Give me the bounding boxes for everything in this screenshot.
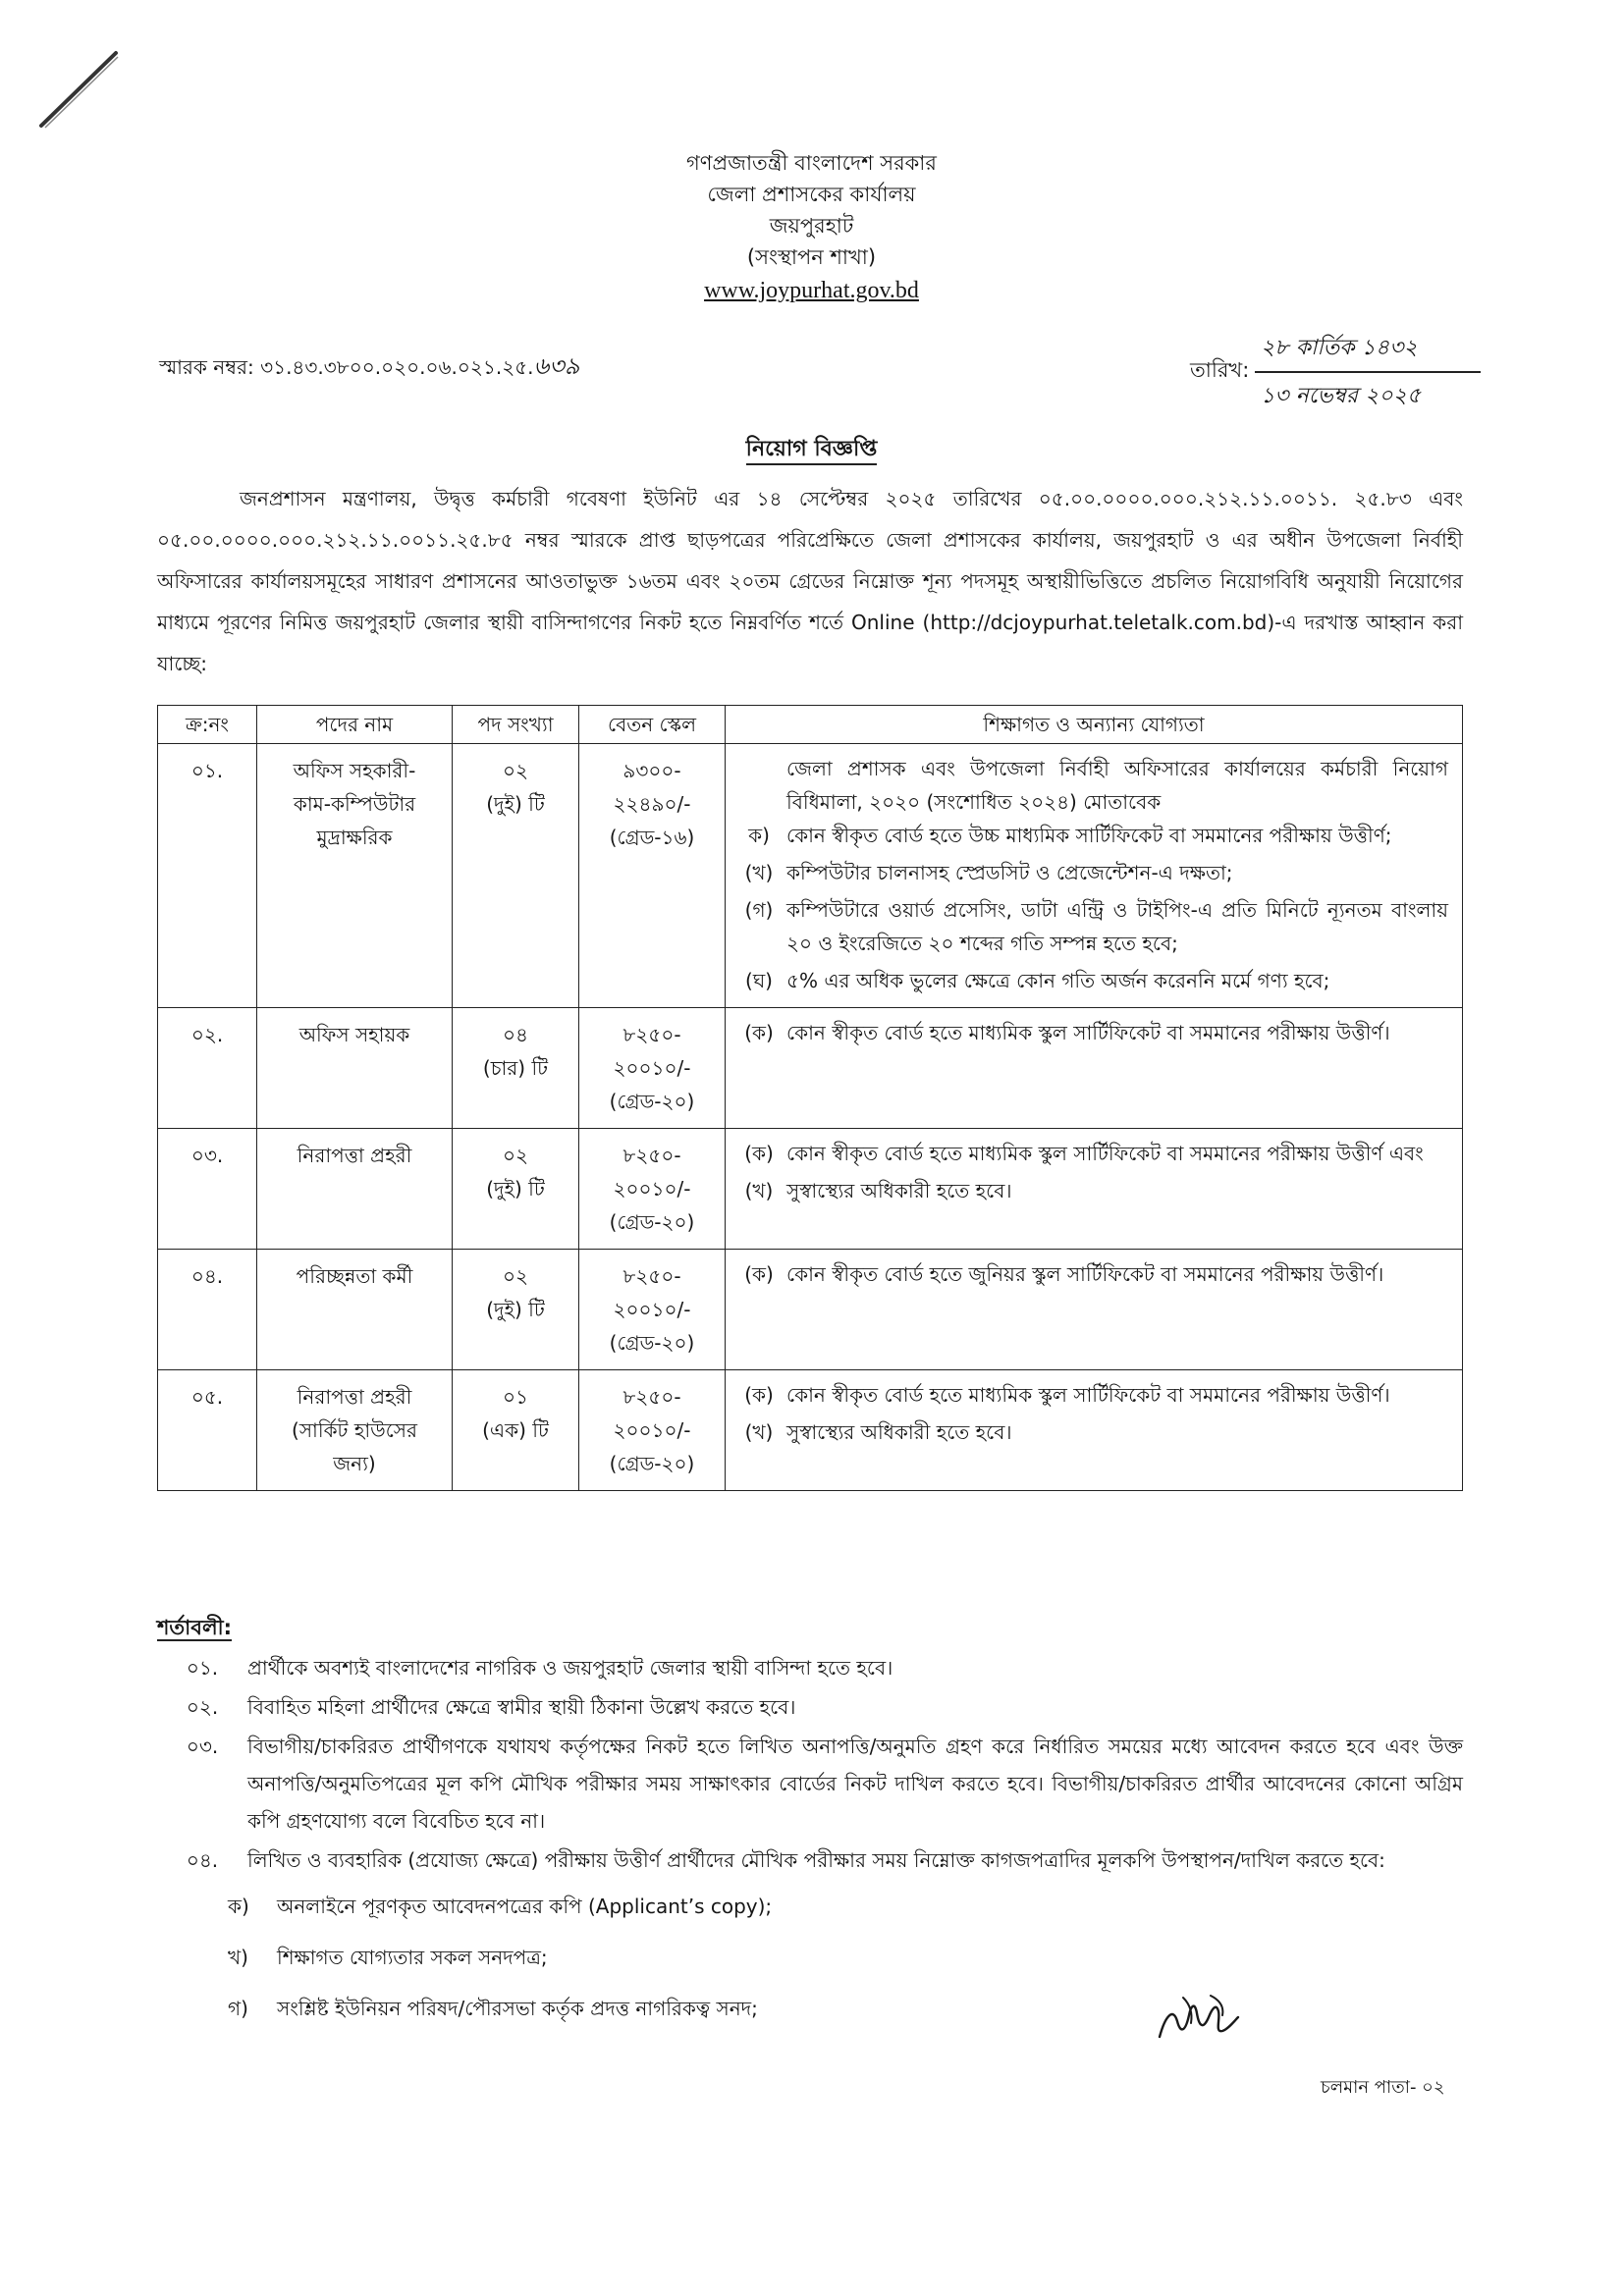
qualification-cell xyxy=(726,1370,1463,1491)
notice-title-text: নিয়োগ বিজ্ঞপ্তি xyxy=(746,437,878,465)
serial-cell: ০৪. xyxy=(158,1250,257,1370)
condition-item xyxy=(157,1688,1463,1726)
post-count-words: (এক) টি xyxy=(482,1418,549,1442)
qualification-text: কম্পিউটার চালনাসহ স্প্রেডসিট ও প্রেজেন্টেশন-এ দক্ষতা; xyxy=(786,861,1233,884)
office-name: জেলা প্রশাসকের কার্যালয় xyxy=(707,183,916,206)
post-name-cell xyxy=(257,744,453,1008)
pay-grade: (গ্রেড-১৬) xyxy=(609,826,695,849)
post-count-number: ০২ xyxy=(502,1264,528,1288)
pay-scale-min: ৮২৫০- xyxy=(622,1023,681,1046)
qualification-label: (ঘ) xyxy=(745,969,773,992)
serial-cell: ০৫. xyxy=(158,1370,257,1491)
qualification-cell xyxy=(726,1008,1463,1129)
table-row xyxy=(158,1250,1463,1370)
header-post-count: পদ সংখ্যা xyxy=(453,706,579,744)
condition-number: ০৩. xyxy=(186,1735,219,1758)
post-name-line: অফিস সহায়ক xyxy=(298,1023,410,1046)
document-item xyxy=(228,1983,1463,2034)
post-name-cell xyxy=(257,1370,453,1491)
qualification-item xyxy=(731,1137,1448,1170)
condition-text: বিভাগীয়/চাকরিরত প্রার্থীগণকে যথাযথ কর্তৃপক্ষের নিকট হতে লিখিত অনাপত্তি/অনুমতি গ্রহণ করে নির্ধারিত সময়ের মধ্যে আবেদন করতে হবে এবং উক্ত অনাপত্তি/অনুমতিপত্রের মূল কপি মৌখিক পরীক্ষার সময় সাক্ষাৎকার বোর্ডের নিকট দাখিল করতে হবে। বিভাগীয়/চাকরিরত প্রার্থীর আবেদনের কোনো অগ্রিম কপি গ্রহণযোগ্য বলে বিবেচিত হবে না। xyxy=(247,1735,1463,1833)
post-name-line: অফিস সহকারী- xyxy=(293,759,416,782)
post-count-cell xyxy=(453,744,579,1008)
post-count-cell xyxy=(453,1250,579,1370)
condition-number: ০১. xyxy=(186,1656,219,1680)
date-english: ১৩ নভেম্বর ২০২৫ xyxy=(1261,384,1422,408)
pay-scale-min: ৯৩০০- xyxy=(622,759,681,782)
condition-item xyxy=(157,1649,1463,1686)
post-name-line: মুদ্রাক্ষরিক xyxy=(316,826,393,849)
header-pay-scale: বেতন স্কেল xyxy=(579,706,726,744)
qualification-item xyxy=(731,819,1448,852)
qualification-label: (ক) xyxy=(744,1142,774,1165)
qualification-cell xyxy=(726,1129,1463,1250)
pay-scale-max: ২২৪৯০/- xyxy=(613,792,691,816)
memo-handwritten-number: ৬৩৯ xyxy=(533,352,580,380)
table-row xyxy=(158,744,1463,1008)
website-link[interactable]: www.joypurhat.gov.bd xyxy=(704,278,919,303)
pay-scale-cell xyxy=(579,1250,726,1370)
post-count-number: ০২ xyxy=(502,759,528,782)
conditions-list xyxy=(157,1649,1463,2034)
branch-name: (সংস্থাপন শাখা) xyxy=(746,245,877,269)
qualification-label: (খ) xyxy=(744,861,774,884)
qualification-item xyxy=(731,893,1448,960)
notice-title xyxy=(0,432,1623,468)
letterhead xyxy=(0,147,1623,306)
condition-item xyxy=(157,1842,1463,1879)
qualification-text: কম্পিউটারে ওয়ার্ড প্রসেসিং, ডাটা এন্ট্রি ও টাইপিং-এ প্রতি মিনিটে ন্যূনতম বাংলায় ২০ ও ইংরেজিতে ২০ শব্দের গতি সম্পন্ন হতে হবে; xyxy=(786,898,1448,955)
post-name-line: কাম-কম্পিউটার xyxy=(293,792,416,816)
post-count-words: (দুই) টি xyxy=(486,792,545,816)
post-count-words: (দুই) টি xyxy=(486,1177,545,1201)
post-count-cell xyxy=(453,1129,579,1250)
govt-name: গণপ্রজাতন্ত্রী বাংলাদেশ সরকার xyxy=(686,151,937,175)
post-count-number: ০২ xyxy=(502,1144,528,1167)
pay-scale-max: ২০০১০/- xyxy=(613,1177,691,1201)
condition-item xyxy=(157,1728,1463,1840)
condition-number: ০৪. xyxy=(186,1848,219,1872)
qualification-label: (ক) xyxy=(744,1383,774,1407)
qualification-item xyxy=(731,1016,1448,1049)
district-name: জয়পুরহাট xyxy=(769,214,854,238)
pay-scale-max: ২০০১০/- xyxy=(613,1298,691,1321)
post-name-line: নিরাপত্তা প্রহরী xyxy=(297,1144,412,1167)
document-label: গ) xyxy=(228,1997,248,2020)
document-text: শিক্ষাগত যোগ্যতার সকল সনদপত্র; xyxy=(277,1946,548,1969)
serial-cell: ০৩. xyxy=(158,1129,257,1250)
post-name-line: নিরাপত্তা প্রহরী xyxy=(297,1385,412,1409)
post-count-number: ০৪ xyxy=(503,1023,528,1046)
pay-scale-min: ৮২৫০- xyxy=(622,1385,681,1409)
pay-grade: (গ্রেড-২০) xyxy=(609,1210,695,1234)
condition-text: লিখিত ও ব্যবহারিক (প্রযোজ্য ক্ষেত্রে) পরীক্ষায় উত্তীর্ণ প্রার্থীদের মৌখিক পরীক্ষার সময় নিম্নোক্ত কাগজপত্রাদির মূলকপি উপস্থাপন/দাখিল করতে হবে: xyxy=(247,1848,1385,1872)
serial-cell: ০১. xyxy=(158,744,257,1008)
document-label: ক) xyxy=(228,1895,249,1918)
post-count-number: ০১ xyxy=(503,1385,528,1409)
posts-table xyxy=(157,705,1463,1491)
qualification-item xyxy=(731,1174,1448,1207)
qualification-cell xyxy=(726,744,1463,1008)
qualification-item xyxy=(731,1257,1448,1291)
pay-scale-cell xyxy=(579,1370,726,1491)
document-item xyxy=(228,1932,1463,1983)
pay-scale-cell xyxy=(579,1129,726,1250)
condition-text: প্রার্থীকে অবশ্যই বাংলাদেশের নাগরিক ও জয়পুরহাট জেলার স্থায়ী বাসিন্দা হতে হবে। xyxy=(247,1656,893,1680)
qualification-label: (গ) xyxy=(744,898,774,922)
document-list xyxy=(228,1881,1463,2034)
condition-number: ০২. xyxy=(186,1695,219,1719)
pay-grade: (গ্রেড-২০) xyxy=(609,1452,695,1475)
pen-stroke-mark xyxy=(39,47,128,135)
qualification-text: ৫% এর অধিক ভুলের ক্ষেত্রে কোন গতি অর্জন করেননি মর্মে গণ্য হবে; xyxy=(786,969,1330,992)
pay-grade: (গ্রেড-২০) xyxy=(609,1090,695,1113)
conditions-heading xyxy=(157,1612,232,1646)
document-text: সংশ্লিষ্ট ইউনিয়ন পরিষদ/পৌরসভা কর্তৃক প্রদত্ত নাগরিকত্ব সনদ; xyxy=(277,1997,758,2020)
post-name-cell xyxy=(257,1129,453,1250)
post-name-line: পরিচ্ছন্নতা কর্মী xyxy=(296,1264,413,1288)
qualification-text: কোন স্বীকৃত বোর্ড হতে মাধ্যমিক স্কুল সার্টিফিকেট বা সমমানের পরীক্ষায় উত্তীর্ণ। xyxy=(786,1021,1390,1044)
qualification-text: কোন স্বীকৃত বোর্ড হতে মাধ্যমিক স্কুল সার্টিফিকেট বা সমমানের পরীক্ষায় উত্তীর্ণ এবং xyxy=(786,1142,1424,1165)
pay-scale-max: ২০০১০/- xyxy=(613,1418,691,1442)
date-bangla: ২৮ কার্তিক ১৪৩২ xyxy=(1255,329,1481,373)
conditions-heading-text: শর্তাবলী: xyxy=(157,1616,233,1639)
date-label: তারিখ: xyxy=(1190,358,1250,382)
qualification-label: ক) xyxy=(748,824,770,847)
qualification-label: (ক) xyxy=(744,1021,774,1044)
qualification-cell xyxy=(726,1250,1463,1370)
document-label: খ) xyxy=(228,1946,248,1969)
pay-grade: (গ্রেড-২০) xyxy=(609,1331,695,1355)
qualification-label: (ক) xyxy=(744,1262,774,1286)
post-name-cell xyxy=(257,1008,453,1129)
continued-page-note: চলমান পাতা- ০২ xyxy=(1321,2077,1445,2098)
table-row xyxy=(158,1370,1463,1491)
post-count-words: (চার) টি xyxy=(482,1056,549,1080)
serial-cell: ০২. xyxy=(158,1008,257,1129)
pay-scale-max: ২০০১০/- xyxy=(613,1056,691,1080)
qualification-item xyxy=(731,1378,1448,1412)
pay-scale-min: ৮২৫০- xyxy=(622,1144,681,1167)
pay-scale-min: ৮২৫০- xyxy=(622,1264,681,1288)
table-header-row xyxy=(158,706,1463,744)
post-count-cell xyxy=(453,1370,579,1491)
qualification-text: কোন স্বীকৃত বোর্ড হতে উচ্চ মাধ্যমিক সার্টিফিকেট বা সমমানের পরীক্ষায় উত্তীর্ণ; xyxy=(786,824,1392,847)
document-item xyxy=(228,1881,1463,1932)
qualification-item xyxy=(731,964,1448,997)
table-row xyxy=(158,1129,1463,1250)
header-qualification: শিক্ষাগত ও অন্যান্য যোগ্যতা xyxy=(726,706,1463,744)
qualification-item xyxy=(731,1415,1448,1449)
qualification-label: (খ) xyxy=(744,1420,774,1444)
pay-scale-cell xyxy=(579,744,726,1008)
signature-mark xyxy=(1154,1988,1242,2049)
post-count-words: (দুই) টি xyxy=(486,1298,545,1321)
qualification-label: (খ) xyxy=(744,1179,774,1202)
header-serial: ক্র:নং xyxy=(158,706,257,744)
qualification-text: কোন স্বীকৃত বোর্ড হতে জুনিয়র স্কুল সার্টিফিকেট বা সমমানের পরীক্ষায় উত্তীর্ণ। xyxy=(786,1262,1384,1286)
qualification-intro: জেলা প্রশাসক এবং উপজেলা নির্বাহী অফিসারের কার্যালয়ের কর্মচারী নিয়োগ বিধিমালা, ২০২০ (সংশোধিত ২০২৪) মোতাবেক xyxy=(786,757,1448,814)
post-name-line: (সার্কিট হাউসের xyxy=(292,1418,417,1442)
pay-scale-cell xyxy=(579,1008,726,1129)
post-name-line: জন্য) xyxy=(333,1452,376,1475)
memo-number-label: স্মারক নম্বর: ৩১.৪৩.৩৮০০.০২০.০৬.০২১.২৫. xyxy=(159,355,534,379)
header-post-name: পদের নাম xyxy=(257,706,453,744)
qualification-text: সুস্বাস্থ্যের অধিকারী হতে হবে। xyxy=(786,1420,1012,1444)
post-name-cell xyxy=(257,1250,453,1370)
document-text: অনলাইনে পূরণকৃত আবেদনপত্রের কপি (Applicant’s copy); xyxy=(277,1895,773,1918)
intro-paragraph: জনপ্রশাসন মন্ত্রণালয়, উদ্বৃত্ত কর্মচারী গবেষণা ইউনিট এর ১৪ সেপ্টেম্বর ২০২৫ তারিখের ০৫.০০.০০০০.০০০.২১২.১১.০০১১. ২৫.৮৩ এবং ০৫.০০.০০০০.০০০.২১২.১১.০০১১.২৫.৮৫ নম্বর স্মারকে প্রাপ্ত ছাড়পত্রের পরিপ্রেক্ষিতে জেলা প্রশাসকের কার্যালয়, জয়পুরহাট ও এর অধীন উপজেলা নির্বাহী অফিসারের কার্যালয়সমূহের সাধারণ প্রশাসনের আওতাভুক্ত ১৬তম এবং ২০তম গ্রেডের নিম্নোক্ত শূন্য পদসমূহ অস্থায়ীভিত্তিতে প্রচলিত নিয়োগবিধি অনুযায়ী নিয়োগের মাধ্যমে পূরণের নিমিত্ত জয়পুরহাট জেলার স্থায়ী বাসিন্দাগণের নিকট হতে নিম্নবর্ণিত শর্তে Online (http://dcjoypurhat.teletalk.com.bd)-এ দরখাস্ত আহ্বান করা যাচ্ছে: xyxy=(157,487,1463,675)
post-count-cell xyxy=(453,1008,579,1129)
qualification-text: কোন স্বীকৃত বোর্ড হতে মাধ্যমিক স্কুল সার্টিফিকেট বা সমমানের পরীক্ষায় উত্তীর্ণ। xyxy=(786,1383,1390,1407)
memo-number xyxy=(159,348,579,388)
qualification-text: সুস্বাস্থ্যের অধিকারী হতে হবে। xyxy=(786,1179,1012,1202)
condition-text: বিবাহিত মহিলা প্রার্থীদের ক্ষেত্রে স্বামীর স্থায়ী ঠিকানা উল্লেখ করতে হবে। xyxy=(247,1695,796,1719)
table-row xyxy=(158,1008,1463,1129)
qualification-item xyxy=(731,856,1448,889)
